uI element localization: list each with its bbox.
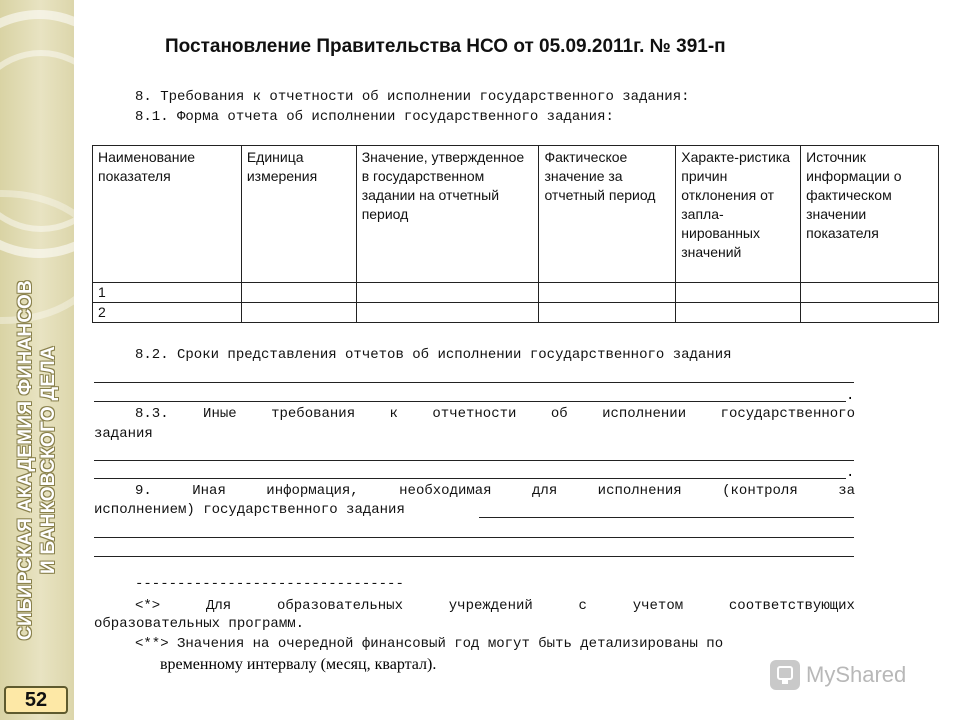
word: информация, (266, 483, 359, 499)
footnote-1-continuation: образовательных программ. (94, 616, 305, 632)
word: 8.3. (135, 406, 169, 422)
section-8-heading: 8. Требования к отчетности об исполнении государственного задания: (135, 89, 690, 105)
word: соответствующих (728, 598, 855, 614)
section-8-3-continuation: задания (94, 426, 153, 442)
word: 9. (135, 483, 152, 499)
word: за (838, 483, 855, 499)
table-cell (241, 283, 356, 303)
section-8-2-text: 8.2. Сроки представления отчетов об исполнении государственного задания (135, 347, 732, 363)
sidebar-band (0, 0, 74, 720)
table-row (93, 283, 939, 303)
word: отчетности (432, 406, 517, 422)
watermark-brand (770, 660, 906, 690)
blank-line (94, 537, 854, 538)
blank-line (94, 478, 846, 479)
table-cell (801, 303, 939, 323)
table-cell (676, 283, 801, 303)
blank-line (94, 382, 854, 383)
blank-line (94, 401, 846, 402)
blank-line (94, 556, 854, 557)
table-cell (801, 283, 939, 303)
blank-line (94, 460, 854, 461)
section-8-3-text (135, 406, 855, 422)
word: требования (271, 406, 356, 422)
word: образовательных (276, 598, 403, 614)
slide-number: 52 (4, 686, 68, 714)
table-cell (241, 303, 356, 323)
word: об (550, 406, 568, 422)
row-number-cell: 1 (93, 283, 242, 303)
academy-name-line1: СИБИРСКАЯ АКАДЕМИЯ ФИНАНСОВ (15, 279, 36, 641)
word: Для (205, 598, 232, 614)
word: (контроля (722, 483, 798, 499)
footnote-1 (135, 598, 855, 614)
table-cell (539, 303, 676, 323)
period-mark: . (846, 388, 855, 404)
brand-name: MyShared (806, 662, 907, 687)
section-8-1-heading: 8.1. Форма отчета об исполнении государственного задания: (135, 109, 614, 125)
table-cell (356, 303, 539, 323)
table-cell (539, 283, 676, 303)
presentation-icon (770, 660, 800, 690)
blank-line (479, 517, 854, 518)
word: Иные (203, 406, 237, 422)
word: с (578, 598, 587, 614)
footnote-2: <**> Значения на очередной финансовый год могут быть детализированы по (135, 636, 724, 652)
period-mark: . (846, 465, 855, 481)
word: к (389, 406, 398, 422)
row-number-cell: 2 (93, 303, 242, 323)
word: государственного (720, 406, 855, 422)
table-header-cell: Источник информации о фактическом значении показателя (801, 146, 939, 283)
table-header-cell: Наименование показателя (93, 146, 242, 283)
section-9-continuation: исполнением) государственного задания (94, 502, 405, 518)
report-form-table (92, 145, 939, 323)
section-9-text (135, 483, 855, 499)
word: учреждений (448, 598, 533, 614)
word: необходимая (399, 483, 492, 499)
table-row (93, 303, 939, 323)
word: Иная (192, 483, 226, 499)
table-header-row (93, 146, 939, 283)
word: <*> (135, 598, 161, 614)
academy-name (14, 240, 60, 680)
table-header-cell: Единица измерения (241, 146, 356, 283)
table-cell (356, 283, 539, 303)
table-cell (676, 303, 801, 323)
footnote-separator: -------------------------------- (135, 576, 404, 592)
word: исполнения (597, 483, 682, 499)
table-header-cell: Значение, утвержденное в государственном задании на отчетный период (356, 146, 539, 283)
word: для (532, 483, 558, 499)
academy-name-line2: И БАНКОВСКОГО ДЕЛА (38, 345, 59, 575)
footnote-2-continuation: временному интервалу (месяц, квартал). (160, 656, 437, 673)
word: исполнении (602, 406, 687, 422)
table-header-cell: Характе-ристика причин отклонения от запла-нированных значений (676, 146, 801, 283)
word: учетом (632, 598, 684, 614)
document-title: Постановление Правительства НСО от 05.09.2011г. № 391-п (165, 36, 726, 57)
table-header-cell: Фактическое значение за отчетный период (539, 146, 676, 283)
